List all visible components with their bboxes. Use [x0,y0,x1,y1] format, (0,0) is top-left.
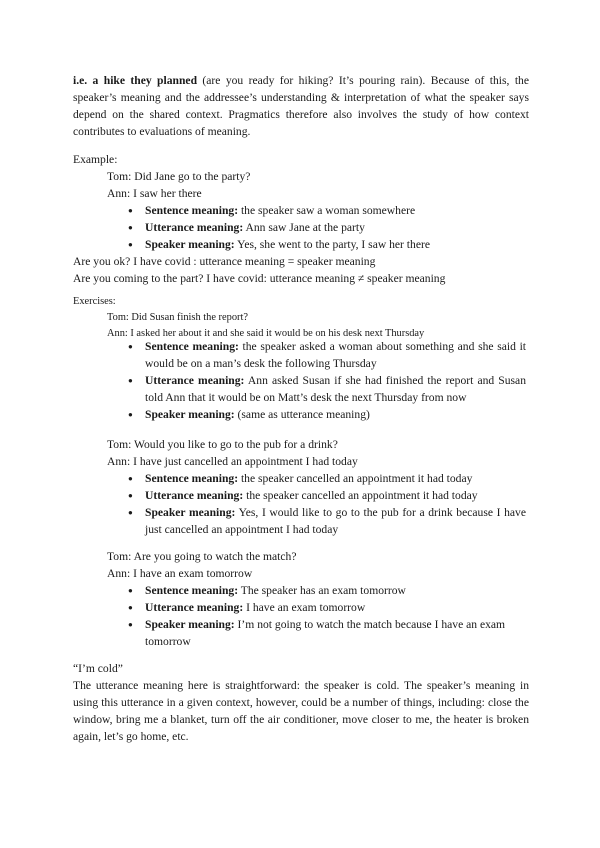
example-ann-line: Ann: I saw her there [107,187,202,200]
ex2-bullet-list [128,470,526,538]
bullet-text: Yes, I would like to go to the pub for a drink because I have just cancelled an appointment I had today [145,506,526,536]
intro-paragraph [73,72,529,140]
list-item [128,487,526,504]
bullet-label: Sentence meaning: [145,340,239,353]
bullet-text: the speaker asked a woman about something and she said it would be on a man’s desk the following Thursday [145,340,527,370]
bullet-text: the speaker cancelled an appointment it had today [238,472,473,485]
bullet-label: Utterance meaning: [145,221,244,234]
list-item [128,372,526,406]
ex2-tom-line: Tom: Would you like to go to the pub for a drink? [107,438,338,451]
ex1-bullet-list [128,338,526,423]
example-tom-line: Tom: Did Jane go to the party? [107,170,251,183]
intro-text: (are you ready for hiking? It’s pouring rain). Because of this, the speaker’s meaning and the addressee’s understanding & interpretation of what the speaker says depend on the shared context. Pragmatics therefore also involves the study of how context contributes to evaluations of meaning. [73,74,529,138]
ex1-ann-line: Ann: I asked her about it and she said it would be on his desk next Thursday [107,328,425,339]
bullet-text: Ann asked Susan if she had finished the report and Susan told Ann that it would be on Matt’s desk the next Thursday from now [145,374,527,404]
bullet-text: Ann saw Jane at the party [243,221,365,234]
list-item [128,236,508,253]
bullet-label: Sentence meaning: [145,204,239,217]
bullet-text: the speaker cancelled an appointment it had today [243,489,478,502]
ex1-tom-line: Tom: Did Susan finish the report? [107,312,248,323]
bullet-text: I’m not going to watch the match because I have an exam tomorrow [145,618,506,648]
bullet-label: Utterance meaning: [145,374,245,387]
example-note-1: Are you ok? I have covid : utterance meaning = speaker meaning [73,255,376,268]
example-bullet-list [128,202,508,253]
bullet-label: Speaker meaning: [145,238,235,251]
ex3-ann-line: Ann: I have an exam tomorrow [107,567,253,580]
bullet-text: the speaker saw a woman somewhere [238,204,416,217]
ex3-tom-line: Tom: Are you going to watch the match? [107,550,297,563]
list-item [128,406,526,423]
list-item [128,582,526,599]
cold-paragraph: The utterance meaning here is straightforward: the speaker is cold. The speaker’s meaning in using this utterance in a given context, however, could be a number of things, including: close the window, bring me a blanket, turn off the air conditioner, move closer to me, the heater is broken again, let’s go home, etc. [73,679,529,743]
bullet-label: Utterance meaning: [145,601,244,614]
bullet-text: The speaker has an exam tomorrow [238,584,406,597]
list-item [128,599,526,616]
ex2-ann-line: Ann: I have just cancelled an appointment I had today [107,455,358,468]
example-heading: Example: [73,153,118,166]
bullet-label: Speaker meaning: [145,408,235,421]
bullet-label: Sentence meaning: [145,584,239,597]
list-item [128,202,508,219]
list-item [128,616,526,650]
bullet-text: (same as utterance meaning) [234,408,370,421]
bullet-text: I have an exam tomorrow [243,601,366,614]
example-note-2: Are you coming to the part? I have covid: utterance meaning ≠ speaker meaning [73,272,446,285]
bullet-label: Utterance meaning: [145,489,244,502]
cold-heading: “I’m cold” [73,662,123,675]
bullet-label: Sentence meaning: [145,472,239,485]
list-item [128,338,526,372]
exercises-heading: Exercises: [73,296,116,307]
bullet-label: Speaker meaning: [145,618,235,631]
list-item [128,470,526,487]
ex3-bullet-list [128,582,526,650]
bullet-text: Yes, she went to the party, I saw her there [234,238,430,251]
bullet-label: Speaker meaning: [145,506,236,519]
list-item [128,504,526,538]
list-item [128,219,508,236]
intro-bold-lead: i.e. a hike they planned [73,74,198,87]
